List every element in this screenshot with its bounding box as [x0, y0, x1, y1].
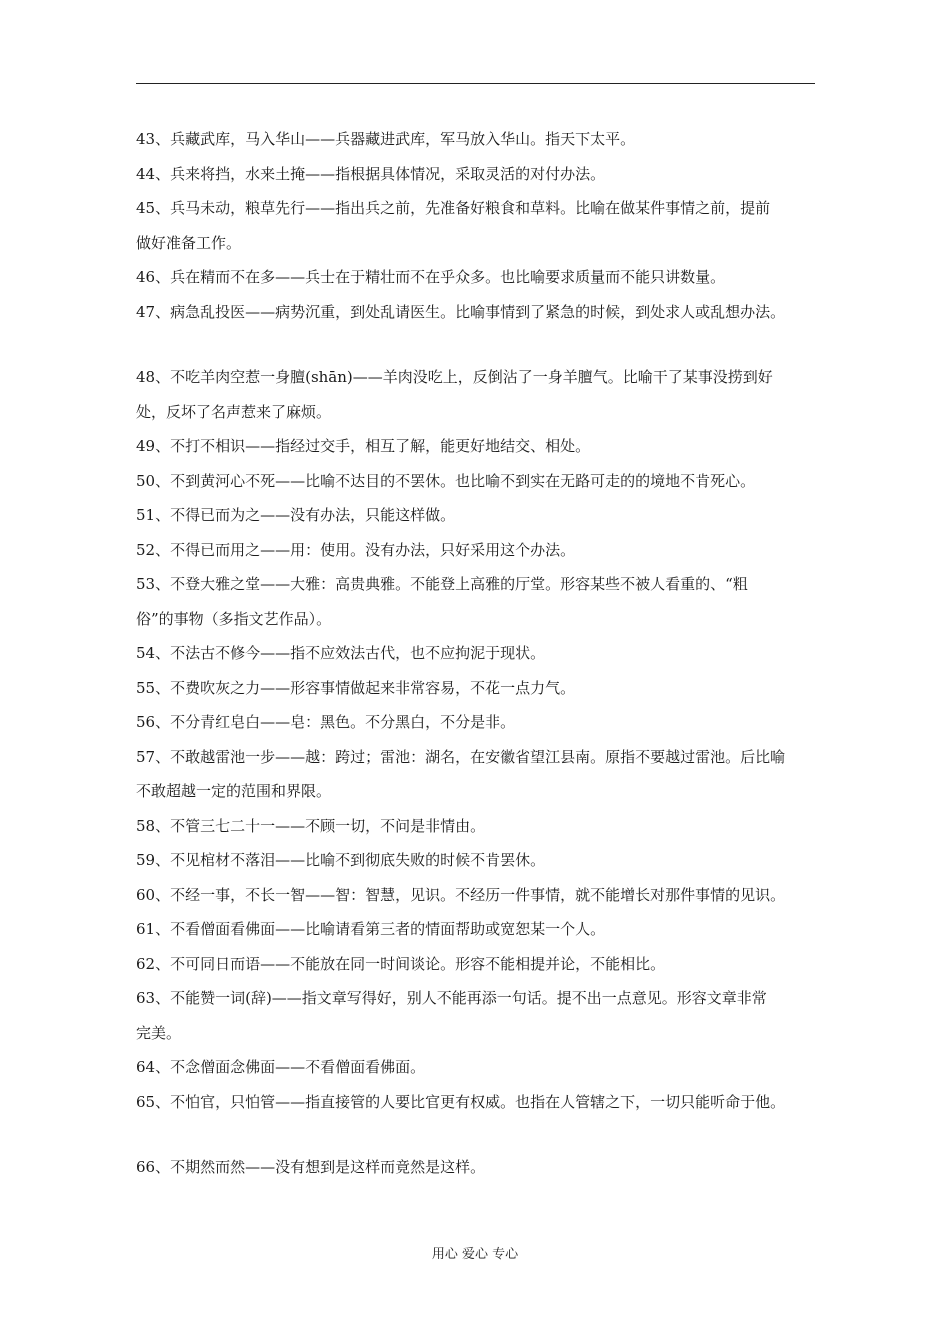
entry-line: 48、不吃羊肉空惹一身膻(shān)——羊肉没吃上，反倒沾了一身羊膻气。比喻干了某事没捞到好 [136, 368, 773, 386]
idiom-entry-43 [136, 122, 826, 157]
entry-line-continued: 俗”的事物（多指文艺作品）。 [136, 609, 332, 628]
idiom-entry-48 [136, 360, 826, 429]
idiom-entry-51 [136, 498, 826, 533]
idiom-entry-46 [136, 260, 826, 295]
idiom-entry-60 [136, 878, 826, 913]
entry-line-continued: 完美。 [136, 1023, 182, 1042]
entry-line: 59、不见棺材不落泪——比喻不到彻底失败的时候不肯罢休。 [136, 851, 546, 869]
idiom-entry-59 [136, 843, 826, 878]
entry-line: 51、不得已而为之——没有办法，只能这样做。 [136, 506, 456, 524]
entry-line: 63、不能赞一词(辞)——指文章写得好，别人不能再添一句话。提不出一点意见。形容文章非常 [136, 989, 767, 1007]
idiom-entry-58 [136, 809, 826, 844]
idiom-entry-54 [136, 636, 826, 671]
entry-line: 53、不登大雅之堂——大雅：高贵典雅。不能登上高雅的厅堂。形容某些不被人看重的、“粗 [136, 575, 748, 593]
idiom-entry-50 [136, 464, 826, 499]
idiom-entry-52 [136, 533, 826, 568]
entry-line-continued: 不敢超越一定的范围和界限。 [136, 782, 332, 800]
entry-line: 54、不法古不修今——指不应效法古代，也不应拘泥于现状。 [136, 644, 546, 662]
idiom-list [136, 122, 826, 1185]
entry-line-continued: 做好准备工作。 [136, 233, 242, 252]
entry-line: 64、不念僧面念佛面——不看僧面看佛面。 [136, 1058, 426, 1076]
entry-line: 62、不可同日而语——不能放在同一时间谈论。形容不能相提并论，不能相比。 [136, 954, 666, 973]
idiom-entry-63 [136, 981, 826, 1050]
idiom-entry-49 [136, 429, 826, 464]
idiom-entry-57 [136, 740, 826, 809]
entry-line: 65、不怕官，只怕管——指直接管的人要比官更有权威。也指在人管辖之下，一切只能听命于他。 [136, 1092, 786, 1111]
entry-line: 66、不期然而然——没有想到是这样而竟然是这样。 [136, 1158, 486, 1176]
idiom-entry-55 [136, 671, 826, 706]
entry-line: 61、不看僧面看佛面——比喻请看第三者的情面帮助或宽恕某一个人。 [136, 920, 606, 938]
entry-line: 52、不得已而用之——用：使用。没有办法，只好采用这个办法。 [136, 540, 576, 559]
entry-line: 55、不费吹灰之力——形容事情做起来非常容易，不花一点力气。 [136, 678, 576, 697]
entry-line: 43、兵藏武库，马入华山——兵器藏进武库，军马放入华山。指天下太平。 [136, 130, 636, 148]
entry-line: 47、病急乱投医——病势沉重，到处乱请医生。比喻事情到了紧急的时候，到处求人或乱想办法。 [136, 302, 786, 321]
idiom-entry-56 [136, 705, 826, 740]
entry-line: 46、兵在精而不在多——兵士在于精壮而不在乎众多。也比喻要求质量而不能只讲数量。 [136, 268, 726, 286]
idiom-entry-62 [136, 947, 826, 982]
idiom-entry-44 [136, 157, 826, 192]
idiom-entry-64 [136, 1050, 826, 1085]
idiom-entry-45 [136, 191, 826, 260]
entry-line: 57、不敢越雷池一步——越：跨过；雷池：湖名，在安徽省望江县南。原指不要越过雷池。后比喻 [136, 747, 786, 766]
entry-line: 44、兵来将挡，水来土掩——指根据具体情况，采取灵活的对付办法。 [136, 164, 606, 183]
header-rule [136, 83, 815, 84]
idiom-entry-66 [136, 1150, 826, 1185]
entry-line: 49、不打不相识——指经过交手，相互了解，能更好地结交、相处。 [136, 437, 591, 455]
entry-line-continued: 处，反坏了名声惹来了麻烦。 [136, 402, 332, 421]
idiom-entry-47 [136, 295, 826, 330]
entry-line: 50、不到黄河心不死——比喻不达目的不罢休。也比喻不到实在无路可走的的境地不肯死心。 [136, 471, 756, 490]
idiom-entry-53 [136, 567, 826, 636]
page-footer: 用心 爱心 专心 [431, 1247, 519, 1262]
entry-line: 45、兵马未动，粮草先行——指出兵之前，先准备好粮食和草料。比喻在做某件事情之前，提前 [136, 199, 771, 217]
idiom-entry-65 [136, 1085, 826, 1120]
entry-line: 60、不经一事，不长一智——智：智慧，见识。不经历一件事情，就不能增长对那件事情的见识。 [136, 885, 786, 904]
entry-line: 56、不分青红皂白——皂：黑色。不分黑白，不分是非。 [136, 713, 516, 731]
entry-line: 58、不管三七二十一——不顾一切，不问是非情由。 [136, 816, 486, 835]
idiom-entry-61 [136, 912, 826, 947]
